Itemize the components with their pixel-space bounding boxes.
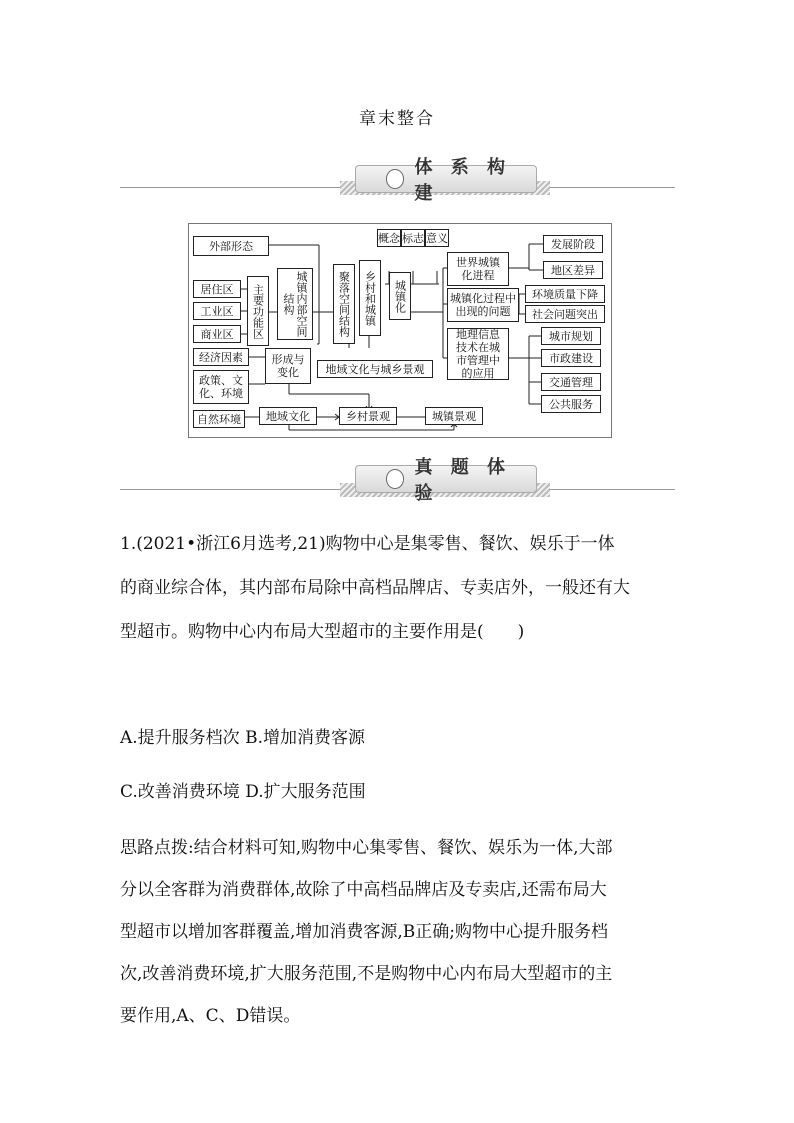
- world-branch-box: 发展阶段: [543, 235, 603, 253]
- town-landscape-box: 城镇景观: [425, 407, 483, 425]
- concept-tag: 意义: [425, 229, 449, 247]
- section-header-system: [355, 157, 537, 204]
- rural-and-town-box: 乡村和城镇: [359, 260, 381, 336]
- gis-branch-box: 交通管理: [541, 373, 601, 391]
- question-stem: [120, 524, 680, 656]
- town-internal-structure-box: 城镇内部空间结构: [277, 268, 313, 340]
- outer-form-box: 外部形态: [193, 236, 269, 256]
- urbanization-box: 城镇化: [389, 272, 411, 320]
- page-title: 章末整合: [359, 109, 435, 129]
- rural-landscape-box: 乡村景观: [339, 407, 397, 425]
- problem-branch-box: 社会问题突出: [525, 305, 605, 323]
- policy-culture-box: 政策、文化、环境: [193, 370, 249, 404]
- zone-box: 商业区: [193, 325, 241, 343]
- person-icon: [386, 469, 404, 489]
- main-function-zones-box: 主要功能区: [247, 276, 269, 346]
- analysis-line: 型超市以增加客群覆盖,增加消费客源,B正确;购物中心提升服务档: [120, 922, 609, 942]
- stem-line: 型超市。购物中心内布局大型超市的主要作用是( ): [120, 622, 525, 642]
- gis-branch-box: 公共服务: [541, 395, 601, 413]
- section-header-exam: [355, 457, 537, 504]
- stem-line: 1.(2021•浙江6月选考,21)购物中心是集零售、餐饮、娱乐于一体: [120, 534, 615, 554]
- analysis-line: 思路点拨:结合材料可知,购物中心集零售、餐饮、娱乐为一体,大部: [120, 838, 613, 858]
- gis-branch-box: 市政建设: [541, 349, 601, 367]
- settlement-structure-box: 聚落空间结构: [333, 264, 355, 344]
- economic-factors-box: 经济因素: [193, 348, 249, 366]
- stem-line: 的商业综合体，其内部布局除中高档品牌店、专卖店外，一般还有大: [120, 578, 630, 598]
- concept-map: [188, 223, 612, 438]
- answer-options: [120, 718, 680, 826]
- gis-branch-box: 城市规划: [541, 327, 601, 345]
- section-title-exam: 真 题 体 验: [414, 457, 512, 504]
- section-title-system: 体 系 构 建: [414, 157, 512, 204]
- option-line: C.改善消费环境 D.扩大服务范围: [120, 782, 366, 802]
- zone-box: 居住区: [193, 280, 241, 298]
- regional-culture-landscape-box: 地域文化与城乡景观: [317, 360, 433, 378]
- problem-branch-box: 环境质量下降: [525, 285, 605, 303]
- option-line: A.提升服务档次 B.增加消费客源: [120, 728, 365, 748]
- analysis-line: 要作用,A、C、D错误。: [120, 1006, 301, 1026]
- formation-change-box: 形成与变化: [265, 348, 311, 384]
- analysis-line: 次,改善消费环境,扩大服务范围,不是购物中心内布局大型超市的主: [120, 964, 613, 984]
- gis-box: 地理信息技术在城市管理中的应用: [447, 328, 509, 380]
- regional-culture-box: 地域文化: [259, 407, 317, 425]
- world-branch-box: 地区差异: [543, 261, 603, 279]
- person-icon: [386, 169, 404, 189]
- world-urbanization-box: 世界城镇化进程: [447, 252, 509, 286]
- zone-box: 工业区: [193, 302, 241, 320]
- concept-tag: 概念: [377, 229, 401, 247]
- concept-tag: 标志: [401, 229, 425, 247]
- urbanization-problems-box: 城镇化过程中出现的问题: [447, 288, 519, 322]
- natural-env-box: 自然环境: [193, 410, 245, 428]
- analysis: [120, 828, 680, 1038]
- analysis-line: 分以全客群为消费群体,故除了中高档品牌店及专卖店,还需布局大: [120, 880, 607, 900]
